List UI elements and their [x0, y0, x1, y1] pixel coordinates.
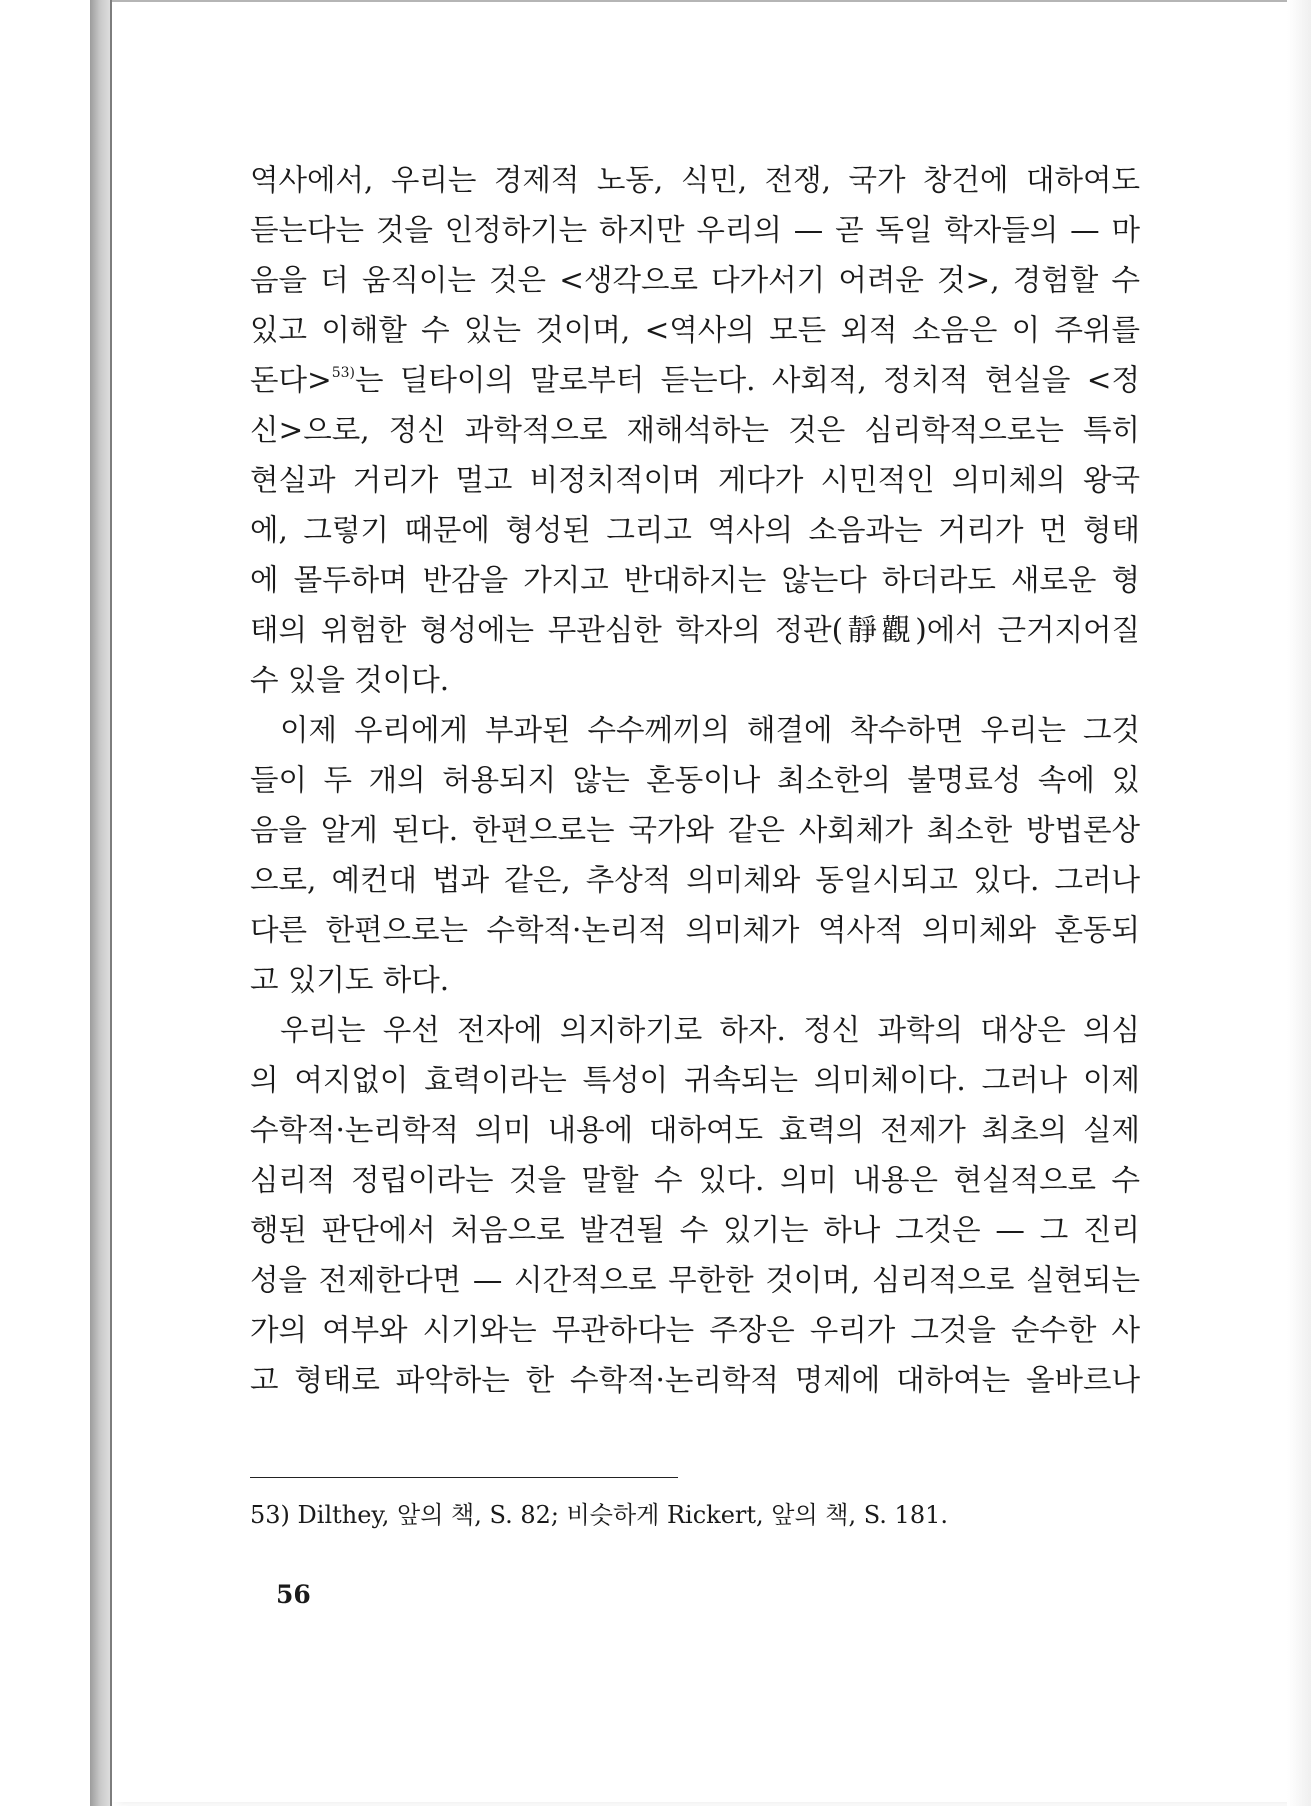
text-line: 심리적 정립이라는 것을 말할 수 있다. 의미 내용은 현실적으로 수 — [250, 1163, 1140, 1197]
text-line: 수 있을 것이다. — [250, 663, 450, 697]
text-line: 고 형태로 파악하는 한 수학적·논리학적 명제에 대하여는 올바르나 — [250, 1363, 1140, 1397]
text-fragment: 는 딜타이의 말로부터 듣는다. 사회적, 정치적 현실을 <정 — [355, 363, 1140, 397]
text-line: 으로, 예컨대 법과 같은, 추상적 의미체와 동일시되고 있다. 그러나 — [250, 863, 1140, 897]
page-number: 56 — [276, 1580, 311, 1609]
text-line: 음을 더 움직이는 것은 <생각으로 다가서기 어려운 것>, 경험할 수 — [250, 263, 1140, 297]
text-line: 현실과 거리가 멀고 비정치적이며 게다가 시민적인 의미체의 왕국 — [250, 463, 1140, 497]
footnote-divider — [250, 1477, 678, 1478]
text-line: 우리는 우선 전자에 의지하기로 하자. 정신 과학의 대상은 의심 — [280, 1013, 1140, 1047]
text-line: 듣는다는 것을 인정하기는 하지만 우리의 — 곧 독일 학자들의 — 마 — [250, 213, 1140, 247]
text-fragment: 돈다> — [250, 363, 332, 397]
text-line: 역사에서, 우리는 경제적 노동, 식민, 전쟁, 국가 창건에 대하여도 — [250, 163, 1140, 197]
footnote-53: 53) Dilthey, 앞의 책, S. 82; 비슷하게 Rickert, 앞의 책, S. 181. — [250, 1501, 948, 1529]
book-spine-shadow — [90, 0, 112, 1806]
page-right-shade — [1287, 0, 1311, 1806]
text-line: 신>으로, 정신 과학적으로 재해석하는 것은 심리학적으로는 특히 — [250, 413, 1140, 447]
text-line: 에 몰두하며 반감을 가지고 반대하지는 않는다 하더라도 새로운 형 — [250, 563, 1140, 597]
text-line-with-footnote-ref — [250, 355, 1140, 405]
footnote-reference[interactable]: 53) — [331, 365, 355, 381]
text-line: 가의 여부와 시기와는 무관하다는 주장은 우리가 그것을 순수한 사 — [250, 1313, 1140, 1347]
text-line: 성을 전제한다면 — 시간적으로 무한한 것이며, 심리적으로 실현되는 — [250, 1263, 1140, 1297]
text-line: 있고 이해할 수 있는 것이며, <역사의 모든 외적 소음은 이 주위를 — [250, 313, 1140, 347]
text-line: 수학적·논리학적 의미 내용에 대하여도 효력의 전제가 최초의 실제 — [250, 1113, 1140, 1147]
text-line: 음을 알게 된다. 한편으로는 국가와 같은 사회체가 최소한 방법론상 — [250, 813, 1140, 847]
page-top-edge — [112, 0, 1292, 2]
text-line: 행된 판단에서 처음으로 발견될 수 있기는 하나 그것은 — 그 진리 — [250, 1213, 1140, 1247]
text-line: 이제 우리에게 부과된 수수께끼의 해결에 착수하면 우리는 그것 — [280, 713, 1140, 747]
text-line: 들이 두 개의 허용되지 않는 혼동이나 최소한의 불명료성 속에 있 — [250, 763, 1140, 797]
body-text — [250, 155, 1140, 1405]
text-line: 태의 위험한 형성에는 무관심한 학자의 정관(靜觀)에서 근거지어질 — [250, 613, 1140, 647]
page-left-edge — [110, 0, 112, 1806]
text-line: 다른 한편으로는 수학적·논리적 의미체가 역사적 의미체와 혼동되 — [250, 913, 1140, 947]
text-line: 의 여지없이 효력이라는 특성이 귀속되는 의미체이다. 그러나 이제 — [250, 1063, 1140, 1097]
text-line: 고 있기도 하다. — [250, 963, 450, 997]
text-line: 에, 그렇기 때문에 형성된 그리고 역사의 소음과는 거리가 먼 형태 — [250, 513, 1140, 547]
